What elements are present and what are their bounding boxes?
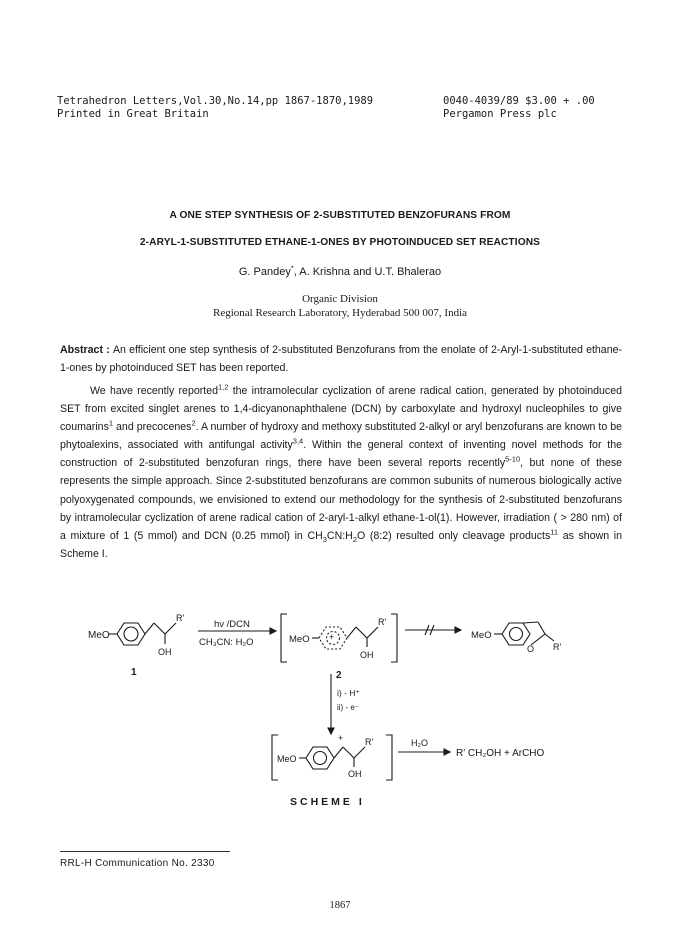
step-deprotonation: i) - H⁺ [337, 688, 360, 698]
bracket-2-left [281, 614, 287, 662]
ref-1: 1 [108, 418, 114, 428]
condition-bottom: CH₃CN: H₂O [199, 637, 254, 648]
subscript-2: 2 [352, 534, 357, 544]
cmpd2-r1: R' [378, 617, 387, 627]
body-text-i: as shown in Scheme I. [60, 529, 622, 560]
ref-1-2: 1,2 [218, 382, 229, 392]
body-text-g: CN:H [326, 529, 353, 542]
publisher-header [443, 95, 595, 121]
scheme-1-diagram [0, 600, 680, 800]
ref-2: 2 [191, 418, 196, 428]
cmpd2-number: 2 [336, 670, 342, 681]
other-authors: , A. Krishna and U.T. Bhalerao [293, 266, 442, 278]
page-number: 1867 [329, 900, 351, 911]
body-text-c: and precocenes [113, 421, 192, 434]
benzofuran-structure [494, 622, 554, 645]
ref-3-4: 3,4 [292, 436, 304, 446]
author-1: G. Pandey [238, 266, 291, 278]
compound-1-structure [109, 623, 176, 645]
corresponding-mark: * [290, 263, 294, 273]
subscript-3: 3 [322, 534, 327, 544]
abstract-sep: : [102, 344, 113, 356]
cmpd1-number: 1 [131, 667, 137, 678]
benzofuran-meo: MeO [471, 630, 492, 641]
printed-line: Printed in Great Britain [57, 108, 209, 120]
intermediate-structure [299, 747, 365, 769]
products: R' CH₂OH + ArCHO [456, 748, 545, 759]
title-line-1: A ONE STEP SYNTHESIS OF 2-SUBSTITUTED BENZOFURANS FROM [169, 210, 511, 221]
abstract-label: Abstract [60, 344, 103, 356]
int-r1: R' [365, 737, 374, 747]
benzofuran-o: O [527, 644, 535, 654]
blocked-arrow-head [455, 627, 461, 633]
publisher-line: Pergamon Press plc [443, 108, 557, 120]
body-text-b: the intramolecular cyclization of arene radical cation, generated by photoinduced SET from excited singlet arenes to 1,4-dicyanonaphthalene (DCN) by carboxylate and hydroxyl nucleophiles to give coumarins [60, 385, 622, 434]
radical-cation-mark: + [329, 632, 335, 642]
footnote-divider [60, 851, 230, 852]
vertical-arrow-head [328, 728, 334, 734]
ref-11: 11 [550, 527, 559, 537]
affiliation-division: Organic Division [302, 293, 378, 305]
journal-header [57, 95, 373, 121]
compound-2-structure [312, 627, 378, 649]
abstract [60, 341, 622, 377]
reaction-arrow-2-head [444, 749, 450, 755]
authors [60, 263, 620, 278]
body-text-a: We have recently reported [90, 385, 218, 397]
body-text-h: O (8:2) resulted only cleavage products [357, 529, 551, 542]
bracket-2-right [391, 614, 397, 662]
reaction-arrow-1-head [270, 628, 276, 634]
body-text-d: . A number of hydroxy and methoxy substituted 2-alkyl or aryl benzofurans are known to be phytoalexins, associated with antifungal activity [60, 421, 622, 452]
body-text-e: . Within the general context of inventing novel methods for the construction of 2-substituted benzofuran rings, there have been several reports recently [60, 439, 622, 470]
int-oh: OH [348, 769, 362, 779]
water-label: H₂O [411, 738, 428, 748]
cmpd1-r1: R' [176, 613, 185, 623]
price-line: 0040-4039/89 $3.00 + .00 [443, 95, 595, 107]
cmpd2-meo: MeO [289, 634, 310, 645]
journal-line: Tetrahedron Letters,Vol.30,No.14,pp 1867-1870,1989 [57, 95, 374, 107]
title-line-2: 2-ARYL-1-SUBSTITUTED ETHANE-1-ONES BY PHOTOINDUCED SET REACTIONS [139, 237, 541, 248]
ref-5-10: 5-10 [505, 454, 521, 464]
step-oxidation: ii) - e⁻ [337, 703, 359, 712]
cmpd2-oh: OH [360, 650, 374, 660]
abstract-text: An efficient one step synthesis of 2-substituted Benzofurans from the enolate of 2-Aryl-1-substituted ethane-1-ones by photoinduced SET has been reported. [60, 344, 622, 375]
condition-top: hν /DCN [214, 619, 250, 630]
footnote: RRL-H Communication No. 2330 [60, 858, 215, 869]
benzofuran-r1: R' [553, 642, 562, 652]
cation-mark: + [338, 733, 344, 743]
cmpd1-oh: OH [158, 647, 172, 657]
scheme-label: SCHEME I [290, 796, 365, 808]
affiliation-lab: Regional Research Laboratory, Hyderabad 500 007, India [212, 307, 468, 319]
int-meo: MeO [277, 754, 297, 764]
bracket-3-right [386, 735, 392, 780]
body-paragraph [60, 382, 622, 563]
body-text-f: , but none of these represents the simple approach. Since 2-substituted benzofurans are common subunits of numerous biologically active polyoxygenated compounds, we envisioned to extend our methodology for the synthesis of 2-substituted benzofurans by intramolecular cyclization of arene radical cation of 2-aryl-1-alkyl ethane-1-ol(1). However, irradiation ( > 280 nm) of a mixture of 1 (5 mmol) and DCN (0.25 mmol) in CH [60, 457, 623, 542]
cmpd1-meo: MeO [88, 630, 110, 641]
